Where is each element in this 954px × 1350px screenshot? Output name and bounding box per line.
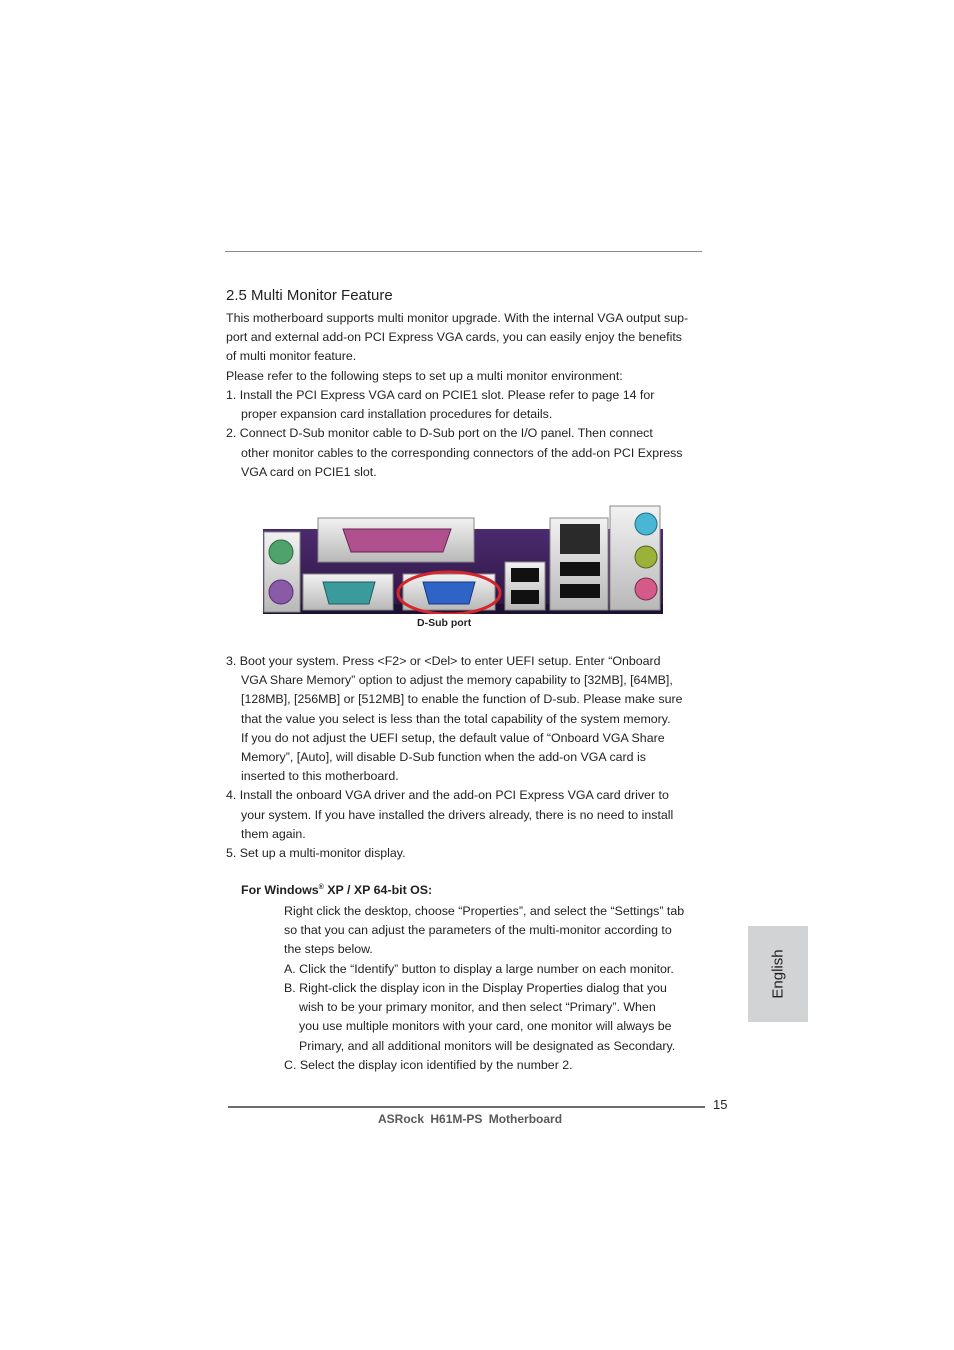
step-4-line: them again. [241, 827, 306, 841]
intro-line: Please refer to the following steps to set up a multi monitor environment: [226, 369, 623, 383]
step-1-line: 1. Install the PCI Express VGA card on PCIE1 slot. Please refer to page 14 for [226, 388, 655, 402]
windows-item-b: B. Right-click the display icon in the Display Properties dialog that you [284, 981, 667, 995]
step-2-line: 2. Connect D-Sub monitor cable to D-Sub port on the I/O panel. Then connect [226, 426, 653, 440]
language-label: English [769, 949, 787, 999]
step-3-line: VGA Share Memory” option to adjust the memory capability to [32MB], [64MB], [241, 673, 673, 687]
step-3-line: If you do not adjust the UEFI setup, the default value of “Onboard VGA Share [241, 731, 665, 745]
windows-intro-line: so that you can adjust the parameters of the multi-monitor according to [284, 923, 672, 937]
windows-item-b: Primary, and all additional monitors will be designated as Secondary. [299, 1039, 676, 1053]
step-1-line: proper expansion card installation procedures for details. [241, 407, 553, 421]
step-4-line: your system. If you have installed the drivers already, there is no need to install [241, 808, 674, 822]
windows-heading: For Windows® XP / XP 64-bit OS: [241, 883, 433, 897]
step-3-line: [128MB], [256MB] or [512MB] to enable the function of D-sub. Please make sure [241, 692, 683, 706]
windows-item-b: you use multiple monitors with your card, one monitor will always be [299, 1019, 672, 1033]
intro-line: This motherboard supports multi monitor upgrade. With the internal VGA output sup- [226, 311, 689, 325]
language-side-tab [748, 926, 808, 1022]
step-3-line: Memory”, [Auto], will disable D-Sub function when the add-on VGA card is [241, 750, 646, 764]
step-3-line: that the value you select is less than the total capability of the system memory. [241, 712, 671, 726]
windows-item-a: A. Click the “Identify” button to display a large number on each monitor. [284, 962, 674, 976]
step-2-line: VGA card on PCIE1 slot. [241, 465, 377, 479]
windows-item-c: C. Select the display icon identified by the number 2. [284, 1058, 573, 1072]
step-4-line: 4. Install the onboard VGA driver and the add-on PCI Express VGA card driver to [226, 788, 669, 802]
footer-title: ASRock H61M-PS Motherboard [378, 1112, 563, 1126]
io-panel-photo [263, 504, 663, 614]
windows-item-b: wish to be your primary monitor, and then select “Primary”. When [299, 1000, 656, 1014]
figure-caption: D-Sub port [417, 617, 472, 629]
top-rule [225, 251, 702, 252]
step-5-line: 5. Set up a multi-monitor display. [226, 846, 406, 860]
footer-rule [228, 1106, 705, 1108]
windows-intro-line: the steps below. [284, 942, 373, 956]
intro-line: of multi monitor feature. [226, 349, 357, 363]
step-3-line: 3. Boot your system. Press <F2> or <Del> to enter UEFI setup. Enter “Onboard [226, 654, 661, 668]
section-heading: 2.5 Multi Monitor Feature [226, 287, 393, 304]
step-2-line: other monitor cables to the corresponding connectors of the add-on PCI Express [241, 446, 683, 460]
page-number: 15 [713, 1097, 728, 1112]
intro-line: port and external add-on PCI Express VGA cards, you can easily enjoy the benefits [226, 330, 682, 344]
step-3-line: inserted to this motherboard. [241, 769, 399, 783]
windows-intro-line: Right click the desktop, choose “Properties”, and select the “Settings” tab [284, 904, 685, 918]
